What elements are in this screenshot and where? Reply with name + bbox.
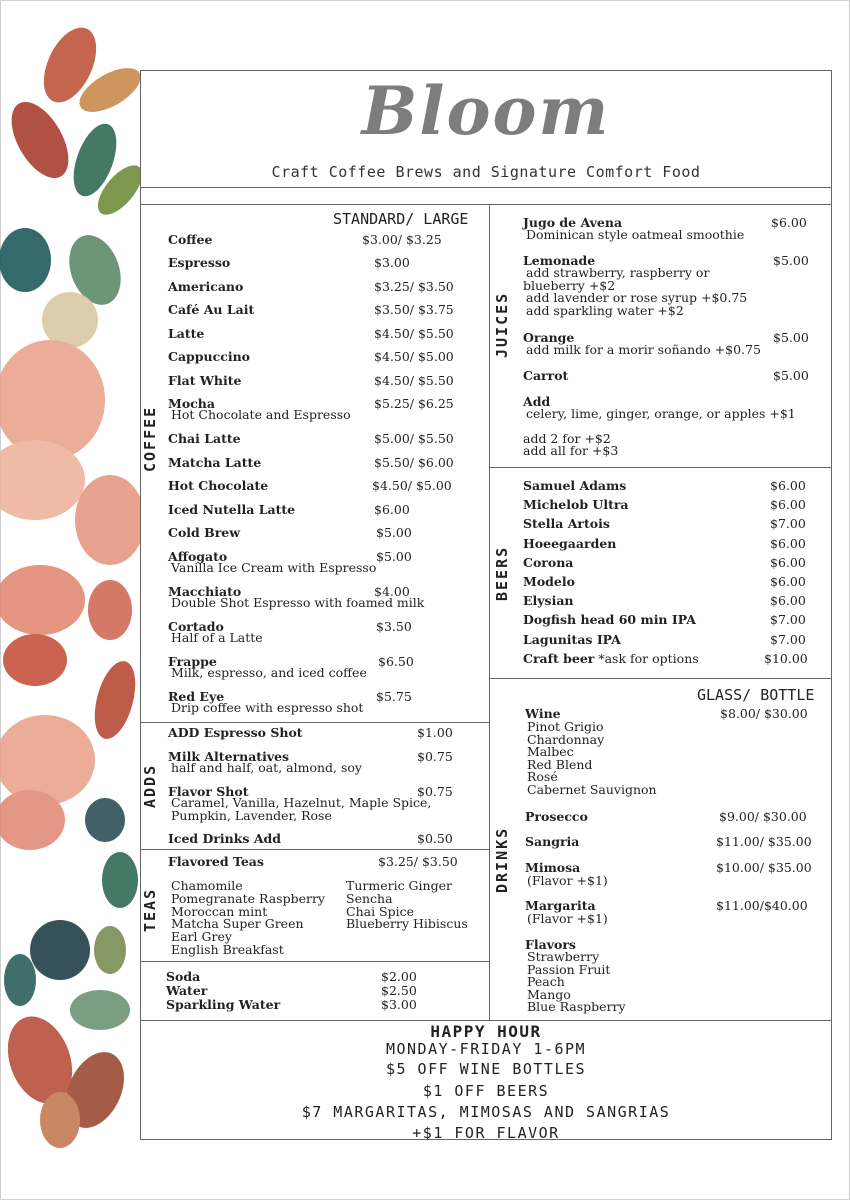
section-label-beers: BEERS <box>493 545 511 601</box>
soft-drink-name: Sparkling Water <box>166 997 281 1012</box>
flavor-item: Peach <box>527 974 565 990</box>
coffee-item-price: $5.25/ $6.25 <box>374 396 454 411</box>
rule-header-2 <box>140 204 832 205</box>
tea-flavor: Turmeric Ginger <box>346 878 452 893</box>
wine-name: Wine <box>525 706 561 721</box>
coffee-item-name: Macchiato <box>168 584 242 599</box>
coffee-item-price: $4.00 <box>374 584 410 599</box>
beer-name: Corona <box>523 554 574 570</box>
coffee-item-name: Iced Nutella Latte <box>168 502 296 517</box>
coffee-item-price: $3.25/ $3.50 <box>374 279 454 294</box>
drink-note: (Flavor +$1) <box>527 911 608 926</box>
juice-item-price: $5.00 <box>773 330 809 345</box>
juice-item-note: add 2 for +$2 <box>523 430 611 446</box>
rule-column <box>489 204 490 1020</box>
happy-hour-line: MONDAY-FRIDAY 1-6PM <box>385 1040 587 1058</box>
soft-drink-name: Soda <box>166 969 201 984</box>
beer-name: Samuel Adams <box>523 478 627 493</box>
coffee-item-name: Cortado <box>168 619 224 634</box>
coffee-item-price: $6.50 <box>378 654 414 669</box>
add-item-name: Flavor Shot <box>168 784 249 799</box>
beer-price: $10.00 <box>764 650 808 666</box>
coffee-item-price: $5.75 <box>376 689 412 704</box>
drink-price: $11.00/$40.00 <box>716 898 808 913</box>
tea-flavor: Sencha <box>346 890 393 906</box>
coffee-item-name: Espresso <box>168 255 231 270</box>
wine-variety: Chardonnay <box>527 731 605 747</box>
soft-drink-price: $2.00 <box>381 969 417 984</box>
juice-item-note: add all for +$3 <box>523 443 619 458</box>
add-item-name: Milk Alternatives <box>168 749 290 764</box>
juice-item-price: $5.00 <box>773 253 809 268</box>
beer-name: Modelo <box>523 574 575 589</box>
juice-item-note: Dominican style oatmeal smoothie <box>526 227 745 242</box>
tea-flavor: Pomegranate Raspberry <box>171 890 325 906</box>
beer-price: $6.00 <box>770 593 806 609</box>
drink-note: (Flavor +$1) <box>527 873 608 888</box>
drink-name: Prosecco <box>525 809 588 824</box>
beer-price: $6.00 <box>770 497 806 513</box>
rule-beers-drinks <box>489 678 832 679</box>
coffee-item-price: $6.00 <box>374 502 410 517</box>
flavor-item: Passion Fruit <box>527 961 611 977</box>
flavor-item: Blue Raspberry <box>527 999 626 1015</box>
coffee-item-price: $4.50/ $5.50 <box>374 373 454 388</box>
brand-logo: Bloom <box>361 72 611 150</box>
section-label-teas: TEAS <box>141 887 159 932</box>
wine-variety: Rosé <box>527 769 558 785</box>
juice-item-name: Carrot <box>523 368 569 383</box>
add-item-name: ADD Espresso Shot <box>168 725 303 740</box>
section-label-juices: JUICES <box>493 291 511 358</box>
coffee-item-price: $4.50/ $5.50 <box>374 326 454 341</box>
coffee-item-name: Frappe <box>168 654 217 669</box>
coffee-item-name: Chai Latte <box>168 431 241 446</box>
juice-item-note: celery, lime, ginger, orange, or apples +$1 <box>526 406 796 421</box>
coffee-item-price: $3.50 <box>376 619 412 634</box>
happy-hour-line: $5 OFF WINE BOTTLES <box>385 1060 587 1078</box>
juice-item-note: blueberry +$2 <box>523 277 616 293</box>
juice-item-name: Add <box>523 394 551 409</box>
coffee-item-price: $5.00/ $5.50 <box>374 431 454 446</box>
add-item-desc: Pumpkin, Lavender, Rose <box>171 808 332 823</box>
tea-flavor: Blueberry Hibiscus <box>346 916 468 932</box>
drink-price: $9.00/ $30.00 <box>719 809 807 824</box>
wine-price: $8.00/ $30.00 <box>720 706 808 721</box>
coffee-item-price: $4.50/ $5.00 <box>374 349 454 364</box>
tea-flavor: Chamomile <box>171 878 243 893</box>
tea-flavor: Earl Grey <box>171 929 232 945</box>
beer-name: Lagunitas IPA <box>523 631 621 647</box>
tea-flavor: English Breakfast <box>171 942 284 957</box>
section-label-drinks: DRINKS <box>493 826 511 893</box>
add-item-desc: half and half, oat, almond, soy <box>171 760 362 775</box>
add-item-price: $0.75 <box>417 784 453 799</box>
wine-variety: Cabernet Sauvignon <box>527 782 657 797</box>
soft-drink-price: $3.00 <box>381 997 417 1012</box>
juice-item-note: add milk for a morir soñando +$0.75 <box>526 342 761 357</box>
coffee-item-desc: Drip coffee with espresso shot <box>171 700 364 715</box>
beer-name: Elysian <box>523 593 574 609</box>
coffee-item-name: Mocha <box>168 396 215 411</box>
coffee-item-name: Café Au Lait <box>168 302 255 317</box>
beer-name: Michelob Ultra <box>523 497 629 513</box>
juice-item-name: Jugo de Avena <box>523 215 623 230</box>
juice-item-price: $6.00 <box>771 215 807 230</box>
coffee-item-name: Americano <box>168 279 244 294</box>
beer-price: $6.00 <box>770 554 806 570</box>
drink-name: Sangria <box>525 834 580 849</box>
brand-tagline: Craft Coffee Brews and Signature Comfort Food <box>271 163 701 181</box>
rule-juices-beers <box>489 467 832 468</box>
coffee-item-name: Latte <box>168 326 205 341</box>
beer-name: Craft beer *ask for options <box>523 650 699 666</box>
teas-price: $3.25/ $3.50 <box>378 854 458 869</box>
section-label-coffee: COFFEE <box>141 405 159 472</box>
beer-price: $6.00 <box>770 574 806 589</box>
soft-drink-name: Water <box>166 983 208 998</box>
juice-item-name: Orange <box>523 330 575 345</box>
add-item-price: $1.00 <box>417 725 453 740</box>
flavor-item: Mango <box>527 986 571 1002</box>
coffee-item-desc: Hot Chocolate and Espresso <box>171 407 351 422</box>
coffee-item-price: $4.50/ $5.00 <box>372 478 452 493</box>
teas-title: Flavored Teas <box>168 854 264 869</box>
coffee-item-name: Flat White <box>168 373 242 388</box>
rule-teas-soft <box>140 961 489 962</box>
tea-flavor: Chai Spice <box>346 903 414 919</box>
coffee-size-header: STANDARD/ LARGE <box>333 210 469 228</box>
coffee-item-name: Hot Chocolate <box>168 478 269 493</box>
coffee-item-desc: Double Shot Espresso with foamed milk <box>171 595 425 610</box>
beer-price: $7.00 <box>770 612 806 628</box>
beer-name: Stella Artois <box>523 516 610 532</box>
coffee-item-name: Cold Brew <box>168 525 240 540</box>
add-item-desc: Caramel, Vanilla, Hazelnut, Maple Spice, <box>171 795 432 810</box>
beer-price: $6.00 <box>770 535 806 551</box>
coffee-item-name: Affogato <box>168 549 228 564</box>
coffee-item-name: Red Eye <box>168 689 225 704</box>
wine-variety: Pinot Grigio <box>527 719 604 734</box>
drinks-size-header: GLASS/ BOTTLE <box>697 686 815 704</box>
coffee-item-name: Coffee <box>168 232 213 247</box>
beer-name: Dogfish head 60 min IPA <box>523 612 696 628</box>
add-item-price: $0.50 <box>417 831 453 846</box>
tea-flavor: Matcha Super Green <box>171 916 304 932</box>
beer-note: *ask for options <box>594 650 699 666</box>
add-item-name: Iced Drinks Add <box>168 831 281 846</box>
beer-price: $6.00 <box>770 478 806 493</box>
floral-decoration <box>0 20 140 1150</box>
juice-item-note: add strawberry, raspberry or <box>526 265 710 280</box>
flavors-title: Flavors <box>525 937 576 952</box>
add-item-price: $0.75 <box>417 749 453 764</box>
coffee-item-price: $3.00/ $3.25 <box>362 232 442 247</box>
beer-price: $7.00 <box>770 516 806 532</box>
drink-name: Margarita <box>525 898 596 913</box>
wine-variety: Malbec <box>527 744 574 760</box>
juice-item-name: Lemonade <box>523 253 596 268</box>
rule-header <box>140 187 832 188</box>
coffee-item-desc: Milk, espresso, and iced coffee <box>171 665 367 680</box>
coffee-item-price: $5.00 <box>376 525 412 540</box>
juice-item-note: add lavender or rose syrup +$0.75 <box>526 290 748 305</box>
beer-name: Hoeegaarden <box>523 535 617 551</box>
tea-flavor: Moroccan mint <box>171 903 268 919</box>
happy-hour-line: +$1 FOR FLAVOR <box>412 1124 560 1142</box>
coffee-item-price: $5.50/ $6.00 <box>374 455 454 470</box>
happy-hour-line: $7 MARGARITAS, MIMOSAS AND SANGRIAS <box>301 1103 671 1121</box>
beer-price: $7.00 <box>770 631 806 647</box>
coffee-item-price: $3.50/ $3.75 <box>374 302 454 317</box>
rule-happy-hour <box>140 1020 832 1021</box>
section-label-adds: ADDS <box>141 763 159 808</box>
coffee-item-name: Cappuccino <box>168 349 251 364</box>
rule-adds-teas <box>140 849 489 850</box>
coffee-item-name: Matcha Latte <box>168 455 262 470</box>
drink-price: $11.00/ $35.00 <box>716 834 812 849</box>
coffee-item-price: $3.00 <box>374 255 410 270</box>
coffee-item-desc: Vanilla Ice Cream with Espresso <box>171 560 377 575</box>
drink-name: Mimosa <box>525 860 581 875</box>
juice-item-note: add sparkling water +$2 <box>526 302 684 318</box>
flavor-item: Strawberry <box>527 949 600 964</box>
coffee-item-desc: Half of a Latte <box>171 630 263 645</box>
soft-drink-price: $2.50 <box>381 983 417 998</box>
coffee-item-price: $5.00 <box>376 549 412 564</box>
happy-hour-title: HAPPY HOUR <box>430 1022 542 1041</box>
rule-coffee-adds <box>140 722 489 723</box>
happy-hour-line: $1 OFF BEERS <box>422 1082 550 1100</box>
wine-variety: Red Blend <box>527 756 593 772</box>
drink-price: $10.00/ $35.00 <box>716 860 812 875</box>
juice-item-price: $5.00 <box>773 368 809 383</box>
